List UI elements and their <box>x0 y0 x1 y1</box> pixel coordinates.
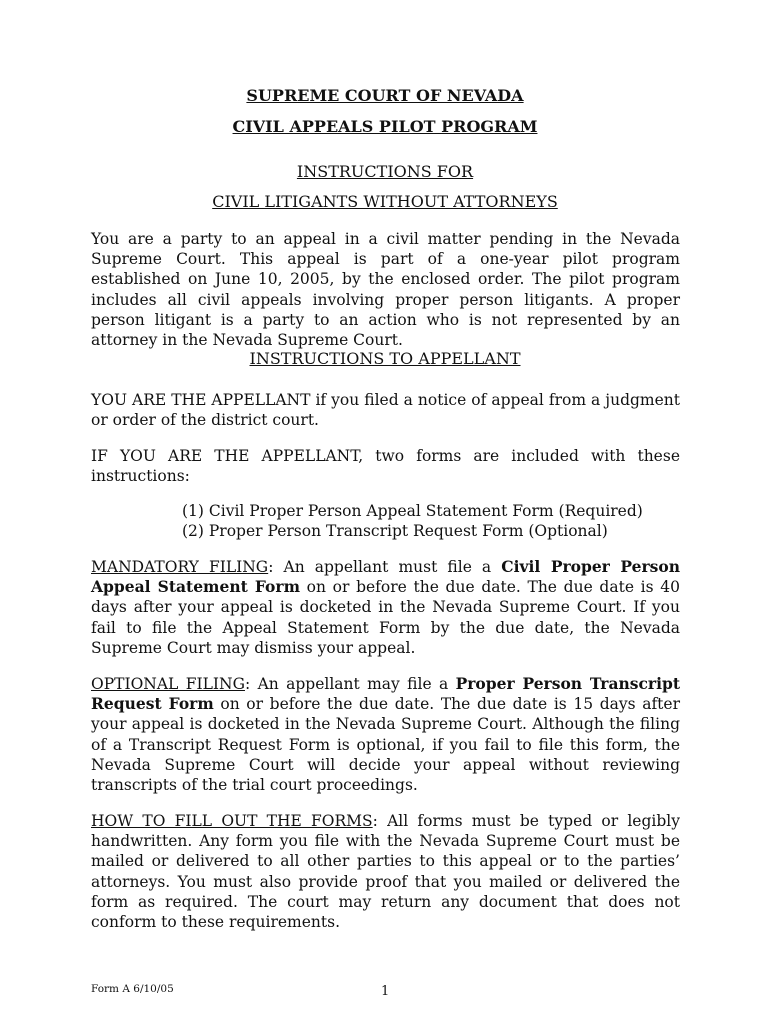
appellant-instructions-heading: INSTRUCTIONS TO APPELLANT <box>249 349 521 368</box>
mandatory-filing-post: on or before the due date. The due date is 40 days after your appeal is docketed in the Nevada Supreme Court. If you fail to file the Appeal Statement Form by the due date, the Nevada Supreme Court may dismiss your appeal. <box>91 578 680 657</box>
court-title: SUPREME COURT OF NEVADA <box>246 86 524 105</box>
mandatory-filing-colon: : <box>268 558 274 576</box>
forms-intro-paragraph: IF YOU ARE THE APPELLANT, two forms are included with these instructions: <box>91 447 680 486</box>
mandatory-filing-label: MANDATORY FILING <box>91 558 269 576</box>
mandatory-filing-paragraph <box>91 557 680 658</box>
optional-filing-post: on or before the due date. The due date is 15 days after your appeal is docketed in the Nevada Supreme Court. Although the filing of a Transcript Request Form is optional, if you fail to file this form, the Nevada Supreme Court will decide your appeal without reviewing transcripts of the trial court proceedings. <box>91 695 680 795</box>
optional-filing-label: OPTIONAL FILING <box>91 675 245 693</box>
page-number: 1 <box>381 984 390 999</box>
optional-filing-paragraph <box>91 674 680 795</box>
form-list-item-1: (1) Civil Proper Person Appeal Statement Form (Required) <box>182 502 643 520</box>
how-to-fill-label: HOW TO FILL OUT THE FORMS <box>91 812 373 830</box>
how-to-fill-colon: : <box>372 812 378 830</box>
program-title: CIVIL APPEALS PILOT PROGRAM <box>232 117 538 136</box>
how-to-fill-text: All forms must be typed or legibly handwritten. Any form you file with the Nevada Supreme Court must be mailed or delivered to all other parties to this appeal or to the parties’ attorneys. You must also provide proof that you mailed or delivered the form as required. The court may return any document that does not conform to these requirements. <box>91 812 680 932</box>
transcript-request-form-name: Proper Person Transcript Request Form <box>91 674 680 714</box>
form-list-item-2: (2) Proper Person Transcript Request Form (Optional) <box>182 522 608 540</box>
form-identifier: Form A 6/10/05 <box>91 983 174 995</box>
audience-heading: CIVIL LITIGANTS WITHOUT ATTORNEYS <box>212 192 558 211</box>
mandatory-filing-pre: An appellant must file a <box>273 558 502 576</box>
optional-filing-colon: : <box>244 675 251 693</box>
appellant-definition-paragraph: YOU ARE THE APPELLANT if you filed a notice of appeal from a judgment or order of the district court. <box>91 391 680 430</box>
how-to-fill-paragraph <box>91 811 680 932</box>
intro-paragraph: You are a party to an appeal in a civil matter pending in the Nevada Supreme Court. This appeal is part of a one-year pilot program established on June 10, 2005, by the enclosed order. The pilot program includes all civil appeals involving proper person litigants. A proper person litigant is a party to an action who is not represented by an attorney in the Nevada Supreme Court. <box>91 230 680 350</box>
appeal-statement-form-name: Civil Proper Person Appeal Statement Form <box>91 557 680 597</box>
optional-filing-pre: An appellant may file a <box>250 675 456 693</box>
instructions-for-heading: INSTRUCTIONS FOR <box>296 162 474 181</box>
